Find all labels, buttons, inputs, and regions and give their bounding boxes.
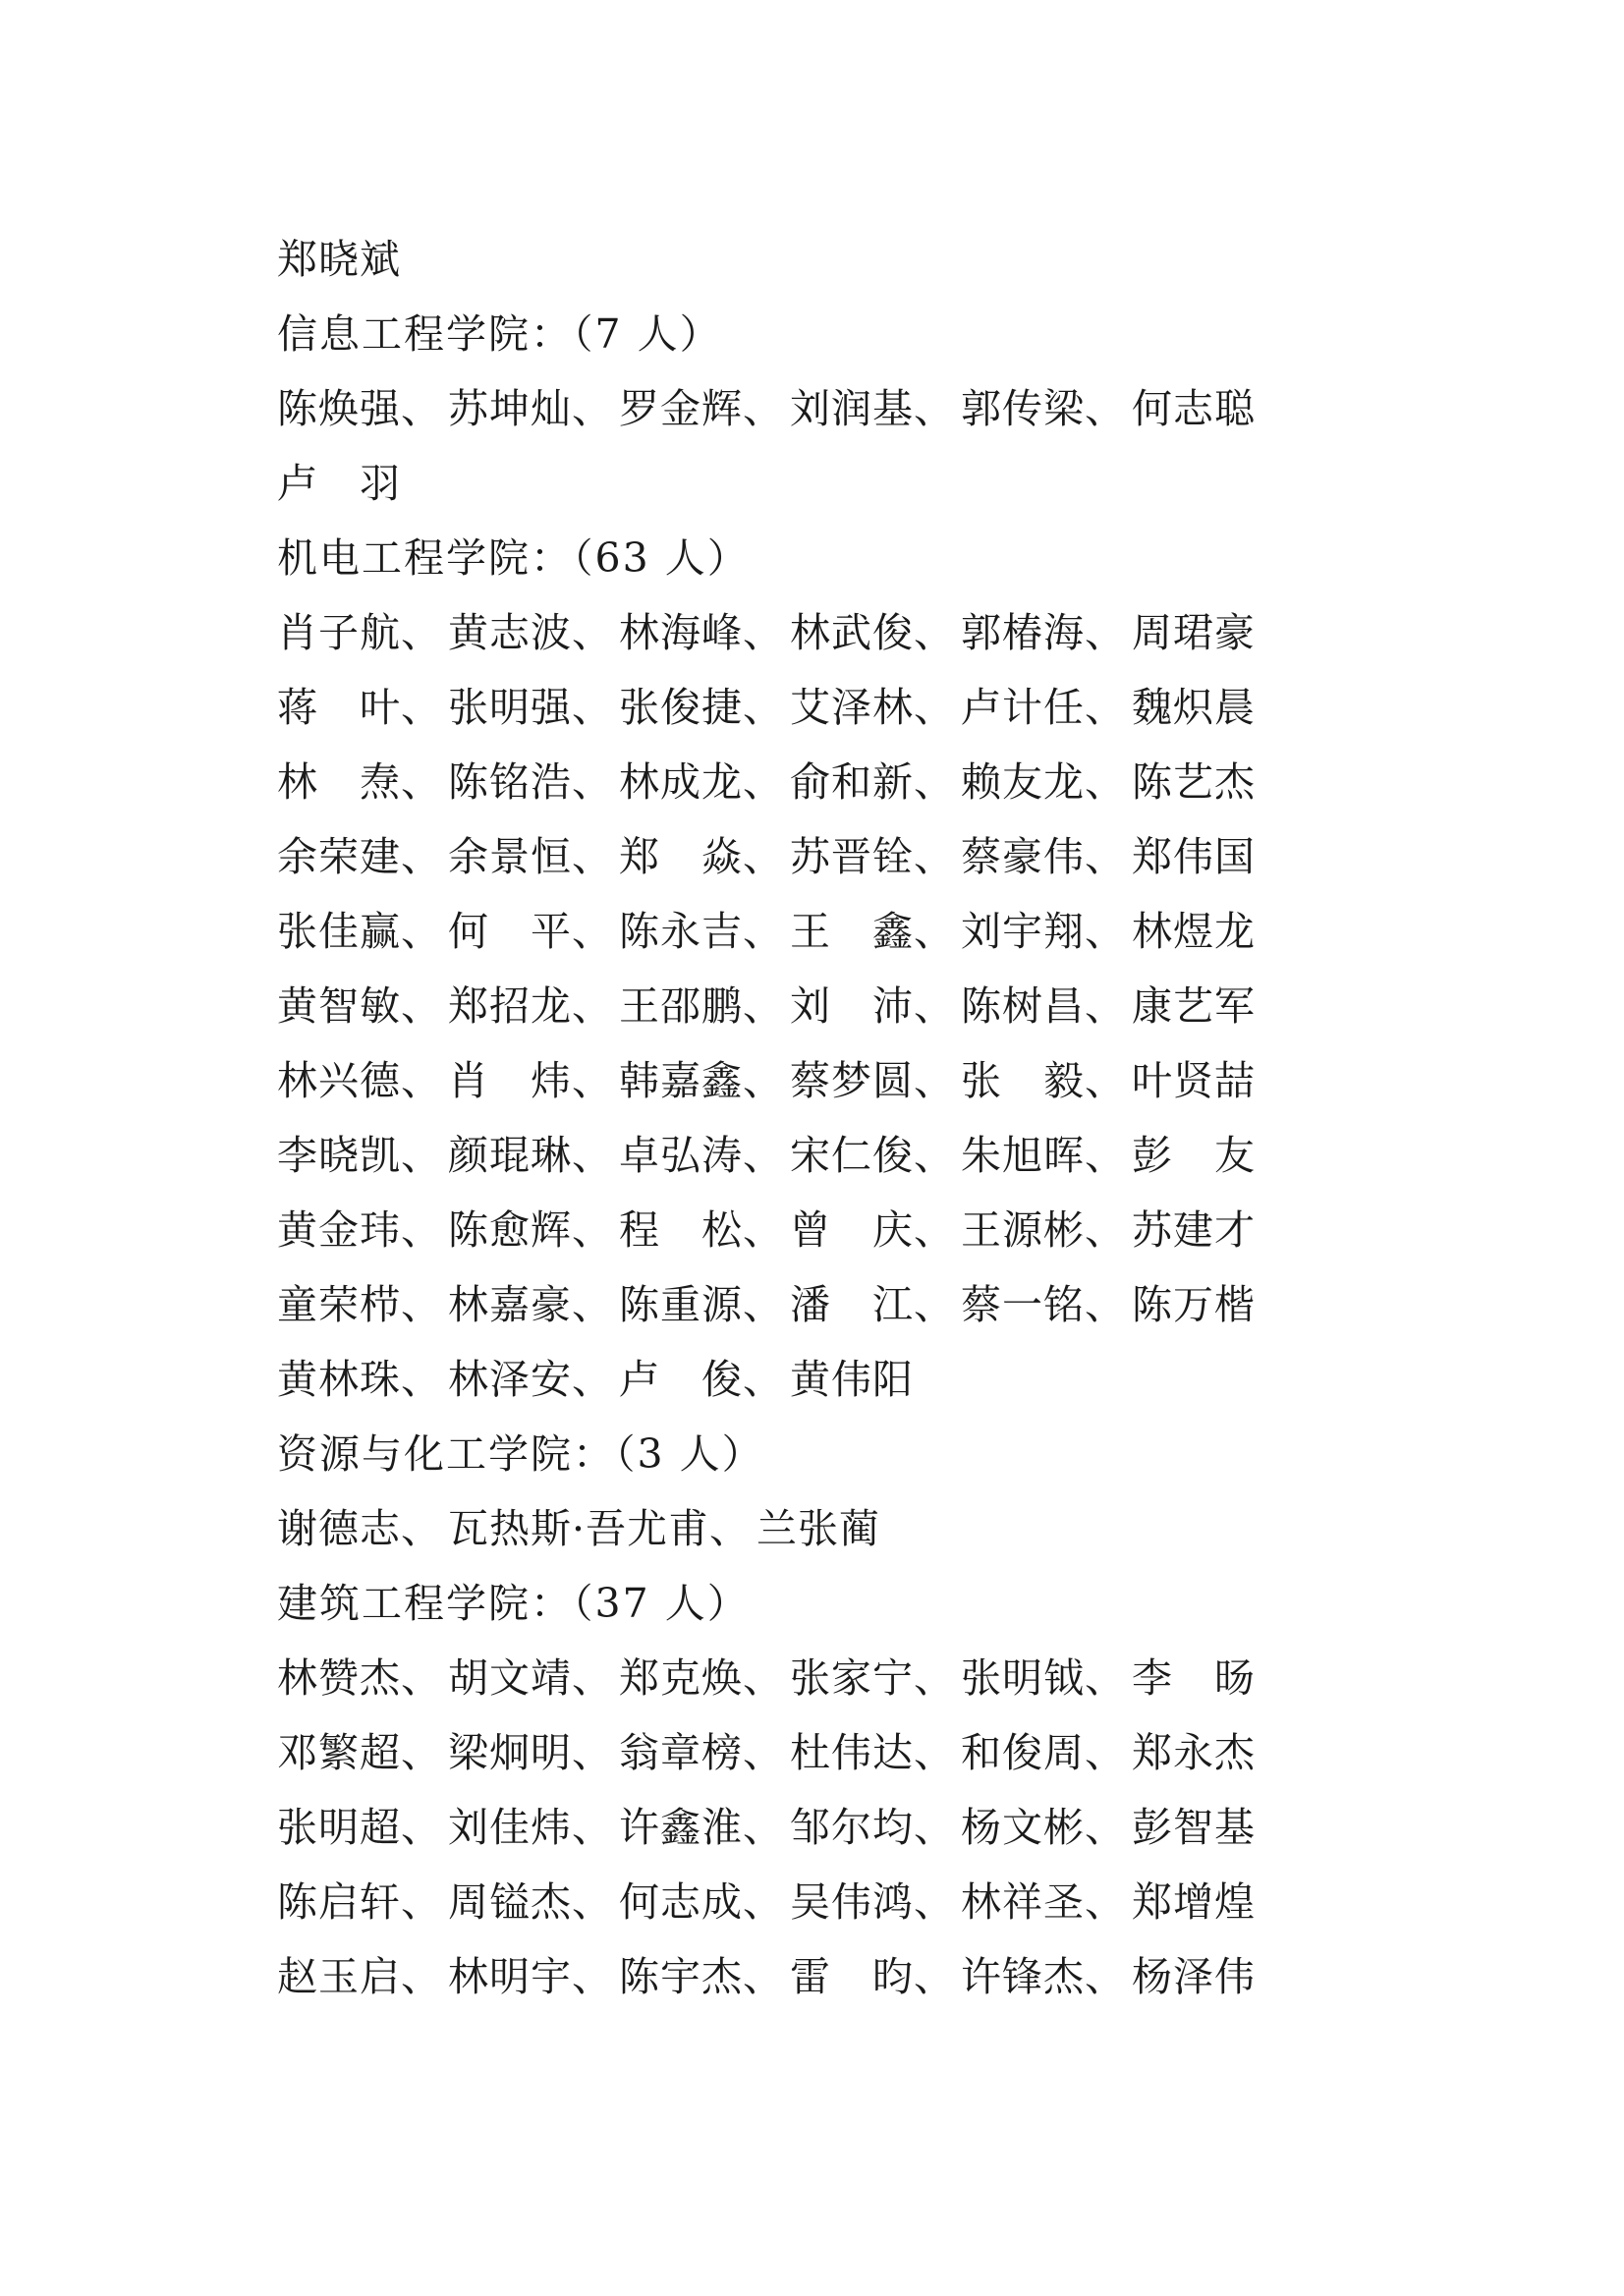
student-name: 郭椿海、 <box>961 609 1126 656</box>
student-name: 蔡梦圆、 <box>790 1057 955 1104</box>
student-name: 苏建才 <box>1132 1206 1256 1254</box>
name-row <box>277 1043 1377 1118</box>
name-row <box>277 1491 1377 1566</box>
student-name: 潘 江、 <box>790 1281 955 1328</box>
student-name: 黄金玮、 <box>277 1206 442 1254</box>
student-name: 卢 俊、 <box>619 1356 784 1403</box>
continuation-name: 郑晓斌 <box>277 236 401 283</box>
student-name: 郑克焕、 <box>619 1654 784 1702</box>
student-name: 张明强、 <box>448 684 613 731</box>
student-name: 张 毅、 <box>961 1057 1126 1104</box>
student-name: 陈宇杰、 <box>619 1953 784 2000</box>
student-name: 卢 羽 <box>277 460 401 507</box>
student-name: 林嘉豪、 <box>448 1281 613 1328</box>
student-name: 康艺军 <box>1132 982 1256 1030</box>
student-name: 肖子航、 <box>277 609 442 656</box>
student-name: 周珺豪 <box>1132 609 1256 656</box>
student-name: 卓弘涛、 <box>619 1132 784 1179</box>
student-name: 赖友龙、 <box>961 758 1126 806</box>
student-name: 苏晋铨、 <box>790 833 955 880</box>
student-name: 卢计任、 <box>961 684 1126 731</box>
student-name: 陈万楷 <box>1132 1281 1256 1328</box>
student-name: 郑 焱、 <box>619 833 784 880</box>
student-name: 林兴德、 <box>277 1057 442 1104</box>
student-name: 和俊周、 <box>961 1729 1126 1776</box>
student-name: 刘佳炜、 <box>448 1804 613 1851</box>
student-name: 赵玉启、 <box>277 1953 442 2000</box>
name-row <box>277 446 1377 521</box>
student-name: 林明宇、 <box>448 1953 613 2000</box>
student-name: 陈树昌、 <box>961 982 1126 1030</box>
student-name: 周镒杰、 <box>448 1878 613 1926</box>
name-row <box>277 1715 1377 1790</box>
student-name: 罗金辉、 <box>619 385 784 432</box>
student-name: 朱旭晖、 <box>961 1132 1126 1179</box>
student-name: 王 鑫、 <box>790 908 955 955</box>
student-name: 蔡豪伟、 <box>961 833 1126 880</box>
student-name: 李 旸 <box>1132 1654 1256 1702</box>
student-name: 黄伟阳 <box>790 1356 914 1403</box>
student-name: 蒋 叶、 <box>277 684 442 731</box>
student-name: 何志聪 <box>1132 385 1256 432</box>
student-name: 王邵鹏、 <box>619 982 784 1030</box>
student-name: 魏炽晨 <box>1132 684 1256 731</box>
name-row <box>277 1939 1377 2014</box>
student-name: 郑招龙、 <box>448 982 613 1030</box>
student-name: 翁章榜、 <box>619 1729 784 1776</box>
name-row <box>277 371 1377 446</box>
student-name: 林赞杰、 <box>277 1654 442 1702</box>
student-name: 陈焕强、 <box>277 385 442 432</box>
student-name: 宋仁俊、 <box>790 1132 955 1179</box>
student-name: 林武俊、 <box>790 609 955 656</box>
student-name: 谢德志、 <box>277 1505 442 1552</box>
student-name: 陈铭浩、 <box>448 758 613 806</box>
student-name: 雷 昀、 <box>790 1953 955 2000</box>
name-row <box>277 819 1377 894</box>
name-row <box>277 670 1377 745</box>
student-name: 杜伟达、 <box>790 1729 955 1776</box>
name-row <box>277 1193 1377 1267</box>
student-name: 何 平、 <box>448 908 613 955</box>
student-name: 李晓凯、 <box>277 1132 442 1179</box>
document-page <box>277 222 1377 2014</box>
student-name: 俞和新、 <box>790 758 955 806</box>
student-name: 童荣栉、 <box>277 1281 442 1328</box>
student-name: 艾泽林、 <box>790 684 955 731</box>
student-name: 杨文彬、 <box>961 1804 1126 1851</box>
student-name: 黄林珠、 <box>277 1356 442 1403</box>
student-name: 余荣建、 <box>277 833 442 880</box>
student-name: 苏坤灿、 <box>448 385 613 432</box>
college-sections <box>277 297 1377 2014</box>
section-heading: 资源与化工学院：（3 人） <box>277 1430 764 1478</box>
section-heading: 信息工程学院：（7 人） <box>277 310 722 358</box>
student-name: 郑永杰 <box>1132 1729 1256 1776</box>
student-name: 彭 友 <box>1132 1132 1256 1179</box>
student-name: 陈启轩、 <box>277 1878 442 1926</box>
student-name: 梁炯明、 <box>448 1729 613 1776</box>
student-name: 杨泽伟 <box>1132 1953 1256 2000</box>
student-name: 郑增煌 <box>1132 1878 1256 1926</box>
name-row <box>277 1790 1377 1865</box>
student-name: 张家宁、 <box>790 1654 955 1702</box>
student-name: 黄智敏、 <box>277 982 442 1030</box>
student-name: 程 松、 <box>619 1206 784 1254</box>
name-row <box>277 595 1377 670</box>
student-name: 刘宇翔、 <box>961 908 1126 955</box>
student-name: 邓繁超、 <box>277 1729 442 1776</box>
student-name: 刘润基、 <box>790 385 955 432</box>
student-name: 张明超、 <box>277 1804 442 1851</box>
name-row <box>277 1641 1377 1715</box>
student-name: 陈艺杰 <box>1132 758 1256 806</box>
student-name: 林 焘、 <box>277 758 442 806</box>
student-name: 许鑫淮、 <box>619 1804 784 1851</box>
student-name: 何志成、 <box>619 1878 784 1926</box>
student-name: 林煜龙 <box>1132 908 1256 955</box>
student-name: 叶贤喆 <box>1132 1057 1256 1104</box>
name-row <box>277 894 1377 969</box>
name-row <box>277 969 1377 1043</box>
student-name: 黄志波、 <box>448 609 613 656</box>
student-name: 张佳赢、 <box>277 908 442 955</box>
student-name: 余景恒、 <box>448 833 613 880</box>
name-row <box>277 1342 1377 1417</box>
student-name: 曾 庆、 <box>790 1206 955 1254</box>
student-name: 彭智基 <box>1132 1804 1256 1851</box>
student-name: 王源彬、 <box>961 1206 1126 1254</box>
student-name: 郑伟国 <box>1132 833 1256 880</box>
student-name: 胡文靖、 <box>448 1654 613 1702</box>
section-heading: 建筑工程学院：（37 人） <box>277 1580 750 1627</box>
student-name: 蔡一铭、 <box>961 1281 1126 1328</box>
student-name: 瓦热斯·吾尤甫、 <box>448 1505 752 1552</box>
student-name: 吴伟鸿、 <box>790 1878 955 1926</box>
student-name: 兰张蔺 <box>756 1505 881 1552</box>
student-name: 林泽安、 <box>448 1356 613 1403</box>
student-name: 邹尔均、 <box>790 1804 955 1851</box>
student-name: 林成龙、 <box>619 758 784 806</box>
name-row <box>277 745 1377 819</box>
student-name: 许锋杰、 <box>961 1953 1126 2000</box>
student-name: 刘 沛、 <box>790 982 955 1030</box>
student-name: 林祥圣、 <box>961 1878 1126 1926</box>
student-name: 陈愈辉、 <box>448 1206 613 1254</box>
name-row <box>277 1118 1377 1193</box>
student-name: 颜琨琳、 <box>448 1132 613 1179</box>
student-name: 林海峰、 <box>619 609 784 656</box>
student-name: 陈永吉、 <box>619 908 784 955</box>
section-heading: 机电工程学院：（63 人） <box>277 534 750 582</box>
name-row <box>277 1865 1377 1939</box>
student-name: 肖 炜、 <box>448 1057 613 1104</box>
student-name: 陈重源、 <box>619 1281 784 1328</box>
student-name: 郭传梁、 <box>961 385 1126 432</box>
student-name: 张明钺、 <box>961 1654 1126 1702</box>
name-row <box>277 1267 1377 1342</box>
student-name: 张俊捷、 <box>619 684 784 731</box>
student-name: 韩嘉鑫、 <box>619 1057 784 1104</box>
